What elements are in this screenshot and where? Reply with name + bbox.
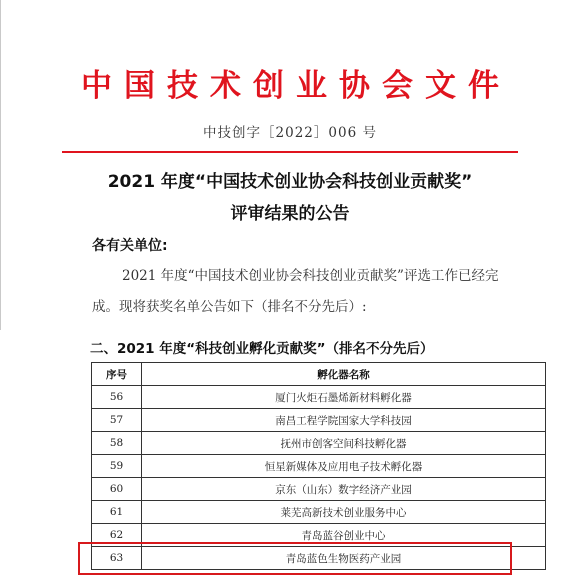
table-row — [92, 478, 546, 501]
row-number: 58 — [92, 432, 142, 455]
row-number: 60 — [92, 478, 142, 501]
table-row-highlighted — [92, 547, 546, 570]
table-row — [92, 386, 546, 409]
document-number: 中技创字［2022］006 号 — [203, 125, 377, 141]
row-number: 57 — [92, 409, 142, 432]
incubator-name: 京东（山东）数字经济产业园 — [142, 478, 546, 501]
red-separator-line — [62, 151, 518, 153]
row-number: 62 — [92, 524, 142, 547]
page-edge-divider — [0, 0, 1, 330]
incubator-name: 青岛蓝谷创业中心 — [142, 524, 546, 547]
award-table — [91, 362, 546, 570]
addressee: 各有关单位: — [92, 238, 168, 254]
column-header-number: 序号 — [92, 363, 142, 386]
column-header-incubator-name: 孵化器名称 — [142, 363, 546, 386]
announcement-title-line-2: 评审结果的公告 — [230, 204, 350, 224]
incubator-name: 莱芜高新技术创业服务中心 — [142, 501, 546, 524]
table-row — [92, 501, 546, 524]
table-row — [92, 524, 546, 547]
table-row — [92, 455, 546, 478]
incubator-name: 南昌工程学院国家大学科技园 — [142, 409, 546, 432]
incubator-name: 青岛蓝色生物医药产业园 — [142, 547, 546, 570]
table-header-row — [92, 363, 546, 386]
row-number: 63 — [92, 547, 142, 570]
body-text-line-1: 2021 年度“中国技术创业协会科技创业贡献奖”评选工作已经完 — [122, 268, 499, 284]
document-masthead: 中国技术创业协会文件 — [81, 68, 511, 104]
row-number: 59 — [92, 455, 142, 478]
table-row — [92, 432, 546, 455]
row-number: 56 — [92, 386, 142, 409]
table-row — [92, 409, 546, 432]
incubator-name: 厦门火炬石墨烯新材料孵化器 — [142, 386, 546, 409]
incubator-name: 抚州市创客空间科技孵化器 — [142, 432, 546, 455]
row-number: 61 — [92, 501, 142, 524]
incubator-name: 恒星新媒体及应用电子技术孵化器 — [142, 455, 546, 478]
body-text-line-2: 成。现将获奖名单公告如下（排名不分先后）: — [92, 299, 367, 315]
announcement-title-line-1: 2021 年度“中国技术创业协会科技创业贡献奖” — [107, 172, 473, 192]
section-heading: 二、2021 年度“科技创业孵化贡献奖”（排名不分先后） — [90, 341, 434, 357]
